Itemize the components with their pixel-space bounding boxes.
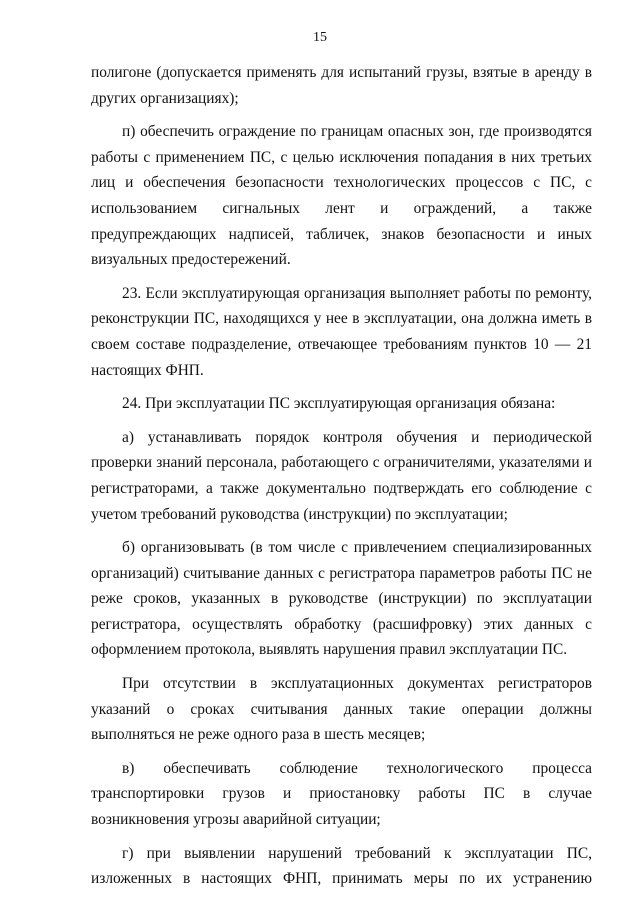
paragraph-item-b: б) организовывать (в том числе с привлечением специализированных организаций) считывание данных с регистратора параметров работы ПС не реже сроков, указанных в руководстве (инструкции) по эксплуатации регистратора, осуществлять обработку (расшифровку) этих данных с оформлением протокола, выявлять нарушения правил эксплуатации ПС. xyxy=(91,539,592,659)
paragraph-item-g: г) при выявлении нарушений требований к эксплуатации ПС, изложенных в настоящих ФНП, принимать меры по их устранению xyxy=(91,844,592,888)
paragraph-item-b-note: При отсутствии в эксплуатационных документах регистраторов указаний о сроках считывания данных такие операции должны выполняться не реже одного раза в шесть месяцев; xyxy=(91,675,592,744)
paragraph-item-v: в) обеспечивать соблюдение технологического процесса транспортировки грузов и приостановку работы ПС в случае возникновения угрозы аварийной ситуации; xyxy=(91,759,592,829)
paragraph-item-p: п) обеспечить ограждение по границам опасных зон, где производятся работы с применением ПС, с целью исключения попадания в них третьих лиц и обеспечения безопасности технологических процессов с ПС, с использованием сигнальных лент и ограждений, а также предупреждающих надписей, табличек, знаков безопасности и иных визуальных предостережений. xyxy=(91,123,592,269)
paragraph-clause-24: 24. При эксплуатации ПС эксплуатирующая организация обязана: xyxy=(122,395,556,413)
paragraph-continuation: полигоне (допускается применять для испытаний грузы, взятые в аренду в других организациях); xyxy=(91,64,592,107)
page-number: 15 xyxy=(313,30,327,45)
paragraph-item-a: а) устанавливать порядок контроля обучения и периодической проверки знаний персонала, работающего с ограничителями, указателями и регистраторами, а также документально подтверждать его соблюдение с учетом требований руководства (инструкции) по эксплуатации; xyxy=(91,428,592,523)
paragraph-clause-23: 23. Если эксплуатирующая организация выполняет работы по ремонту, реконструкции ПС, находящихся у нее в эксплуатации, она должна иметь в своем составе подразделение, отвечающее требованиям пунктов 10 — 21 настоящих ФНП. xyxy=(91,284,592,379)
document-body xyxy=(91,60,592,900)
